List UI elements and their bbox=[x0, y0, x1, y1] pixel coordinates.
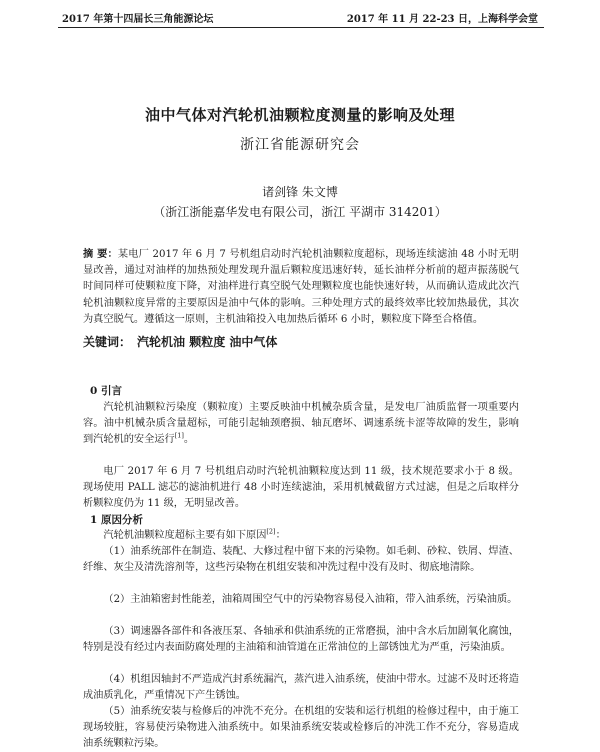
cause-item-1: （1）油系统部件在制造、装配、大修过程中留下来的污染物。如毛刺、砂粒、铁屑、焊渣、纤维、灰尘及清洗溶剂等，这些污染物在机组安装和冲洗过程中没有及时、彻底地清除。 bbox=[83, 546, 519, 574]
abstract-label: 摘 要： bbox=[83, 248, 118, 260]
cause-item-5: （5）油系统安装与检修后的冲洗不充分。在机组的安装和运行机组的检修过程中，由于施工现场较脏，容易使污染物进入油系统中。如果油系统安装或检修后的冲洗工作不充分，容易造成油系统颗粒污染。 bbox=[83, 706, 519, 750]
citation-2: [2] bbox=[266, 527, 276, 536]
section-heading-introduction: 0 引言 bbox=[90, 385, 122, 397]
section-heading-cause-analysis: 1 原因分析 bbox=[90, 514, 143, 526]
cause-item-4: （4）机组因轴封不严造成汽封系统漏汽，蒸汽进入油系统，使油中带水。过滤不及时还将造成油质乳化，严重情况下产生锈蚀。 bbox=[83, 674, 519, 702]
intro-paragraph-1-end: 。 bbox=[183, 434, 195, 446]
paper-title: 油中气体对汽轮机油颗粒度测量的影响及处理 bbox=[144, 106, 455, 124]
affiliation: （浙江浙能嘉华发电有限公司，浙江 平湖市 314201） bbox=[153, 205, 447, 219]
keywords-text: 汽轮机油 颗粒度 油中气体 bbox=[137, 335, 278, 349]
header-date-venue: 2017 年 11 月 22-23 日，上海科学会堂 bbox=[346, 14, 538, 25]
abstract bbox=[83, 246, 519, 328]
intro-paragraph-1-text: 汽轮机油颗粒污染度（颗粒度）主要反映油中机械杂质含量，是发电厂油质监督一项重要内容。油中机械杂质含量超标，可能引起轴颈磨损、轴瓦磨坏、调速系统卡涩等故障的发生，影响到汽轮机的安全运行 bbox=[83, 402, 519, 446]
organization: 浙江省能源研究会 bbox=[240, 137, 360, 153]
abstract-text: 某电厂 2017 年 6 月 7 号机组启动时汽轮机油颗粒度超标，现场连续滤油 48 小时无明显改善，通过对油样的加热预处理发现升温后颗粒度迅速好转，延长油样分析前的超声振荡脱气时间同样可使颗粒度下降，对油样进行真空脱气处理颗粒度也能快速好转，从而确认造成此次汽轮机油颗粒度异常的主要原因是油中气体的影响。三种处理方式的最终效率比较加热最优，其次为真空脱气。遵循这一原则，主机油箱投入电加热后循环 6 小时，颗粒度下降至合格值。 bbox=[83, 249, 519, 325]
header-conference: 2017 年第十四届长三角能源论坛 bbox=[62, 14, 214, 25]
running-header bbox=[0, 10, 600, 26]
keywords bbox=[83, 333, 519, 350]
cause-item-3: （3）调速器各部件和各液压泵、各轴承和供油系统的正常磨损，油中含水后加剧氧化腐蚀，特别是没有经过内表面防腐处理的主油箱和油管道在正常油位的上部锈蚀尤为严重，污染油质。 bbox=[83, 626, 519, 654]
intro-paragraph-1 bbox=[83, 400, 519, 448]
cause-intro-text: 汽轮机油颗粒度超标主要有如下原因 bbox=[103, 530, 267, 541]
cause-intro-end: ： bbox=[275, 530, 286, 541]
cause-item-2: （2）主油箱密封性能差，油箱周围空气中的污染物容易侵入油箱，带入油系统，污染油质。 bbox=[103, 594, 518, 605]
authors: 诸剑锋 朱文博 bbox=[262, 185, 338, 199]
cause-intro bbox=[83, 528, 519, 544]
intro-paragraph-2: 电厂 2017 年 6 月 7 号机组启动时汽轮机油颗粒度达到 11 级，技术规范要求小于 8 级。现场使用 PALL 滤芯的滤油机进行 48 小时连续滤油，采用机械截留方式过滤，但是之后取样分析颗粒度仍为 11 级，无明显改善。 bbox=[83, 466, 519, 510]
keywords-label: 关键词： bbox=[83, 335, 132, 349]
header-rule bbox=[58, 27, 544, 28]
citation-1: [1] bbox=[174, 431, 184, 440]
